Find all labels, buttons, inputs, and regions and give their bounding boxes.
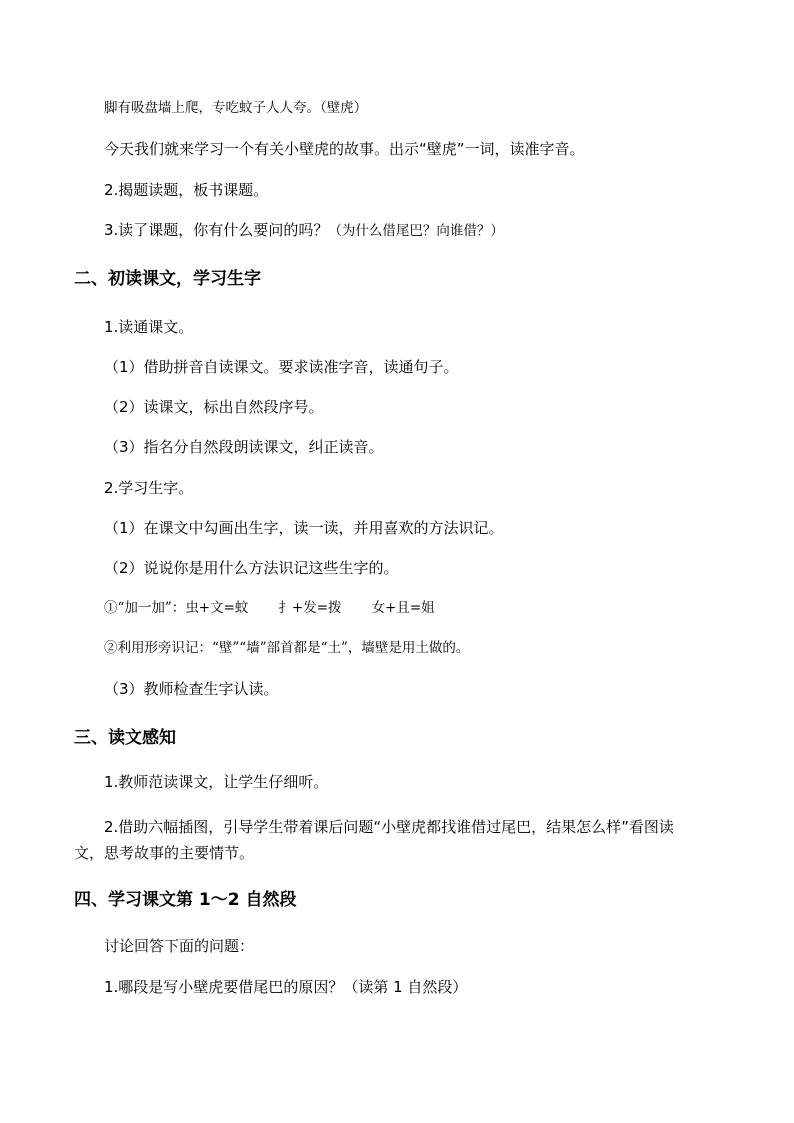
riddle-text: 脚有吸盘墙上爬，专吃蚊子人人夸。（壁虎）	[104, 100, 368, 116]
section-2-item-2: 2.学习生字。	[104, 479, 194, 497]
section-3-item-2: 2.借助六幅插图，引导学生带着课后问题“小壁虎都找谁借过尾巴，结果怎么样”看图读文，思考故事的主要情节。	[74, 818, 674, 862]
section-2-item-1-1: （1）借助拼音自读课文。要求读准字音，读通句子。	[104, 358, 459, 376]
section-4-intro: 讨论回答下面的问题：	[104, 937, 255, 955]
step-2-paragraph: 2.揭题读题，板书课题。	[104, 181, 269, 199]
section-2-item-2-2: （2）说说你是用什么方法识记这些生字的。	[104, 559, 399, 577]
section-2-item-2-1: （1）在课文中勾画出生字，读一读，并用喜欢的方法识记。	[104, 519, 504, 537]
section-2-heading: 二、初读课文，学习生字	[74, 269, 261, 289]
method-add-line	[104, 598, 435, 618]
section-3-item-1: 1.教师范读课文，让学生仔细听。	[104, 773, 329, 791]
section-4-item-1: 1.哪段是写小壁虎要借尾巴的原因？（读第 1 自然段）	[104, 978, 468, 996]
section-4-heading: 四、学习课文第 1～2 自然段	[74, 890, 297, 910]
method-add-label: ①“加一加”：	[104, 600, 186, 616]
intro-paragraph: 今天我们就来学习一个有关小壁虎的故事。出示“壁虎”一词，读准字音。	[104, 140, 585, 158]
method-add-example-3: 女+且=姐	[371, 600, 435, 616]
section-2-item-1-3: （3）指名分自然段朗读课文，纠正读音。	[104, 438, 384, 456]
section-2-item-1: 1.读通课文。	[104, 318, 194, 336]
section-3-heading: 三、读文感知	[74, 728, 176, 748]
section-2-item-2-3: （3）教师检查生字认读。	[104, 680, 279, 698]
method-radical-line: ②利用形旁识记：“壁”“墙”部首都是“土”，墙壁是用土做的。	[104, 640, 470, 656]
step-3-paragraph	[104, 220, 504, 241]
step-3-note: （为什么借尾巴？向谁借？）	[328, 223, 504, 239]
method-add-example-2: 扌+发=拨	[278, 600, 342, 616]
step-3-question: 3.读了课题，你有什么要问的吗？	[104, 221, 329, 239]
method-add-example-1: 虫+文=蚊	[185, 600, 249, 616]
section-2-item-1-2: （2）读课文，标出自然段序号。	[104, 398, 324, 416]
